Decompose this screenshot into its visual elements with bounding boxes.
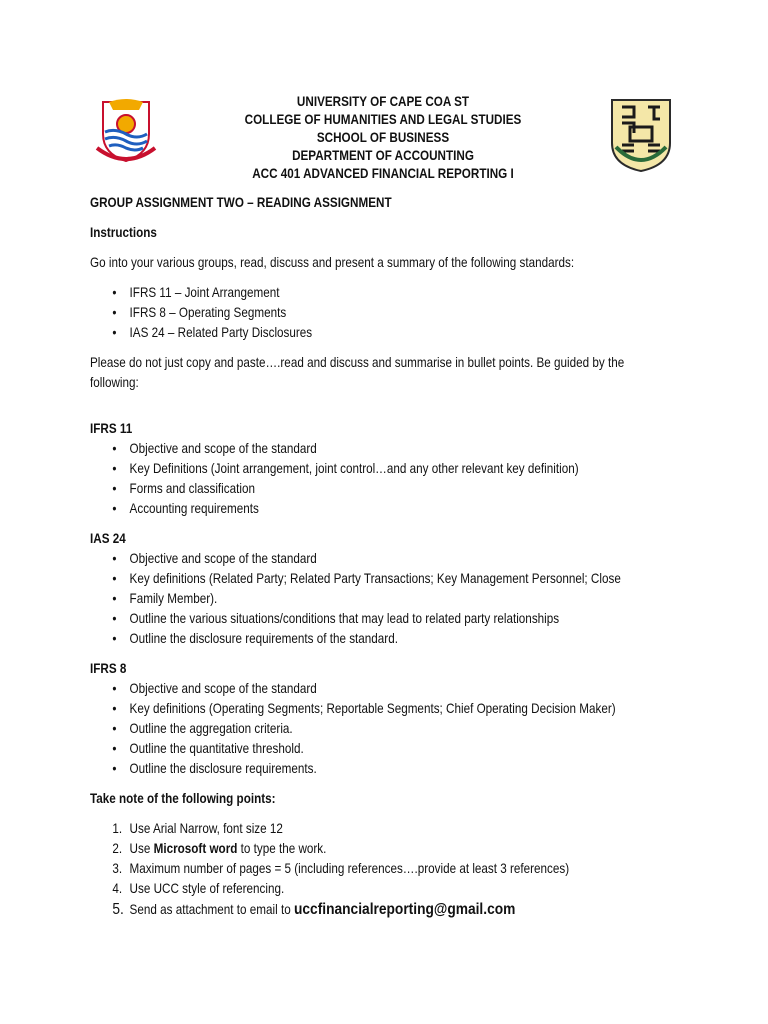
guidance-text-line2: following: [90, 375, 139, 390]
section-list-ias24 [90, 549, 744, 649]
school-of-business-crest-icon [608, 97, 674, 173]
list-item: • Key Definitions (Joint arrangement, joint control…and any other relevant key definition) [90, 459, 744, 479]
list-item [90, 879, 744, 899]
notes-list [90, 819, 744, 921]
list-item: • Outline the quantitative threshold. [90, 739, 744, 759]
section-heading-ias24: IAS 24 [90, 531, 126, 546]
list-item: • Key definitions (Related Party; Related Party Transactions; Key Management Personnel; Close [90, 569, 744, 589]
instructions-heading: Instructions [90, 225, 157, 240]
document-body [90, 193, 750, 921]
list-number: 2. [112, 841, 123, 856]
note-text: Maximum number of pages = 5 (including references….provide at least 3 references) [129, 861, 570, 876]
list-item [90, 899, 744, 921]
list-number: 1. [112, 821, 123, 836]
section-list-ifrs8 [90, 679, 744, 779]
list-item: • IFRS 8 – Operating Segments [90, 303, 744, 323]
list-item: • Objective and scope of the standard [90, 439, 744, 459]
list-item [90, 819, 744, 839]
note-text: Use [129, 841, 154, 856]
section-heading-ifrs11: IFRS 11 [90, 421, 133, 436]
section-list-ifrs11 [90, 439, 744, 519]
college-name: COLLEGE OF HUMANITIES AND LEGAL STUDIES [244, 112, 522, 127]
school-name: SCHOOL OF BUSINESS [316, 130, 450, 145]
list-item: • Outline the disclosure requirements. [90, 759, 744, 779]
university-name: UNIVERSITY OF CAPE COA ST [296, 94, 470, 109]
list-number: 5. [112, 901, 124, 918]
list-item: • Objective and scope of the standard [90, 679, 744, 699]
note-text: Use UCC style of referencing. [129, 881, 285, 896]
list-item: • Forms and classification [90, 479, 744, 499]
university-crest-icon [95, 98, 157, 164]
department-name: DEPARTMENT OF ACCOUNTING [292, 148, 474, 163]
email-address-link[interactable]: uccfinancialreporting@gmail.com [293, 901, 516, 918]
list-item: • Outline the various situations/conditions that may lead to related party relationships [90, 609, 744, 629]
list-item: • IAS 24 – Related Party Disclosures [90, 323, 744, 343]
list-item [90, 859, 744, 879]
list-number: 3. [112, 861, 123, 876]
list-item: • Objective and scope of the standard [90, 549, 744, 569]
document-header [191, 93, 575, 183]
list-item: • Outline the disclosure requirements of the standard. [90, 629, 744, 649]
note-emphasis: Microsoft word [153, 841, 238, 856]
note-text: to type the work. [237, 841, 327, 856]
list-item: • Accounting requirements [90, 499, 744, 519]
course-title: ACC 401 ADVANCED FINANCIAL REPORTING I [252, 166, 514, 181]
note-text: Send as attachment to email to [129, 902, 294, 917]
list-item: • Family Member). [90, 589, 744, 609]
standards-list [90, 283, 744, 343]
section-heading-ifrs8: IFRS 8 [90, 661, 127, 676]
notes-heading: Take note of the following points: [90, 791, 276, 806]
intro-text: Go into your various groups, read, discuss and present a summary of the following standards: [90, 255, 575, 270]
list-item: • Outline the aggregation criteria. [90, 719, 744, 739]
guidance-text-line1: Please do not just copy and paste….read and discuss and summarise in bullet points. Be guided by the [90, 355, 625, 370]
list-item: • IFRS 11 – Joint Arrangement [90, 283, 744, 303]
list-item: • Key definitions (Operating Segments; Reportable Segments; Chief Operating Decision Maker) [90, 699, 744, 719]
list-number: 4. [112, 881, 123, 896]
note-text: Use Arial Narrow, font size 12 [129, 821, 283, 836]
assignment-title: GROUP ASSIGNMENT TWO – READING ASSIGNMENT [90, 195, 392, 210]
list-item [90, 839, 744, 859]
